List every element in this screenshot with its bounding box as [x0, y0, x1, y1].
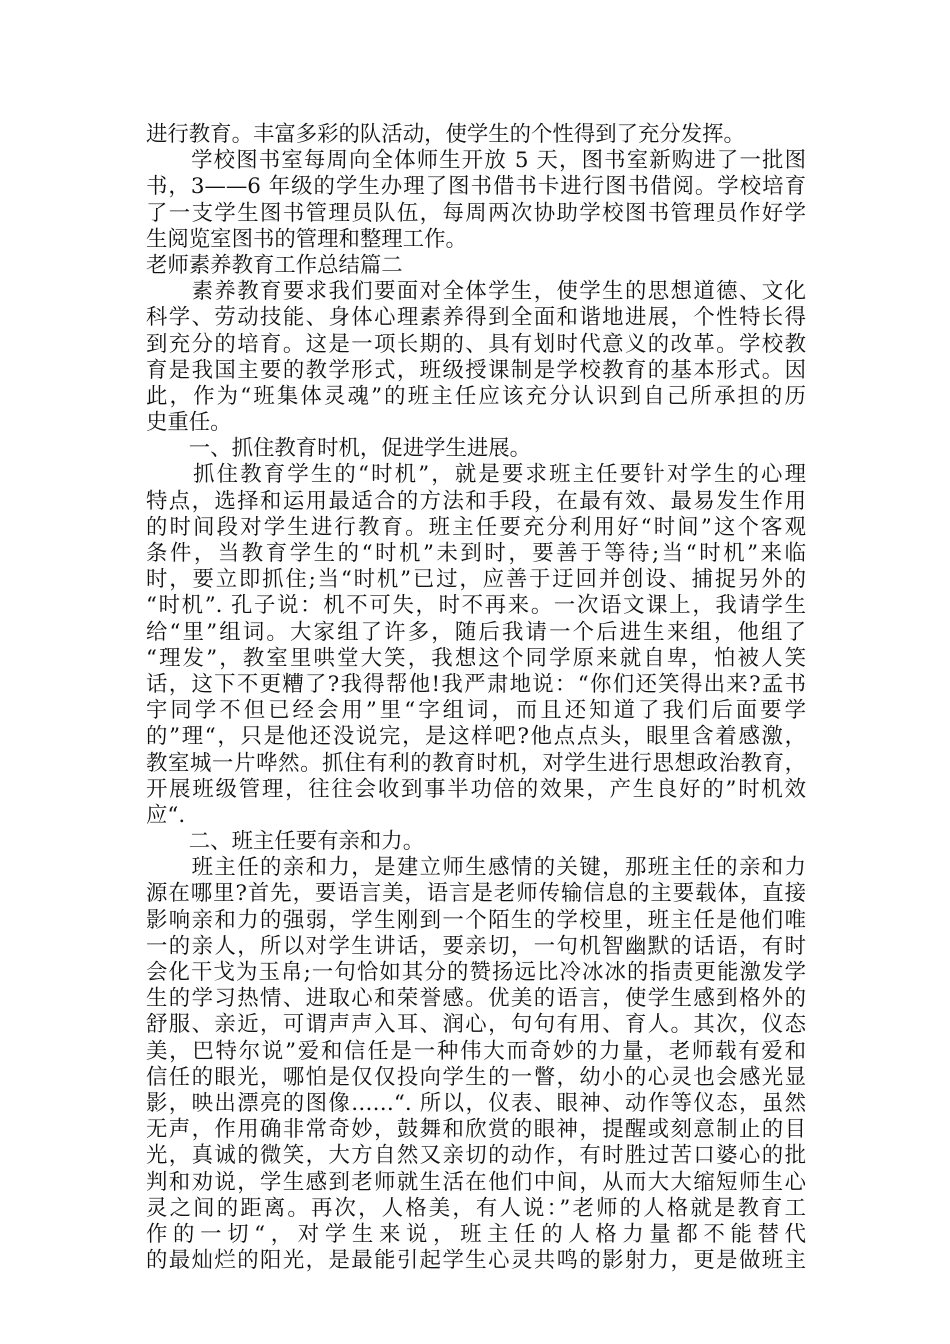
text-line: 进行教育。丰富多彩的队活动，使学生的个性得到了充分发挥。 [146, 122, 745, 147]
text-line: 舒服、亲近，可谓声声入耳、润心，句句有用、育人。其次，仪态 [146, 1012, 806, 1038]
text-line: 美，巴特尔说”爱和信任是一种伟大而奇妙的力量，老师载有爱和 [146, 1038, 806, 1064]
text-line: 源在哪里?首先，要语言美，语言是老师传输信息的主要载体，直接 [146, 881, 806, 907]
text-line: 开展班级管理，往往会收到事半功倍的效果，产生良好的”时机效 [146, 776, 806, 802]
text-line: 光，真诚的微笑，大方自然又亲切的动作，有时胜过苦口婆心的批 [146, 1143, 806, 1169]
text-line: 抓住教育学生的“时机”，就是要求班主任要针对学生的心理 [146, 462, 806, 488]
text-line: 科学、劳动技能、身体心理素养得到全面和谐地进展，个性特长得 [146, 305, 806, 331]
text-line: 时，要立即抓住;当“时机”已过，应善于迂回并创设、捕捉另外的 [146, 567, 806, 593]
text-line: 老师素养教育工作总结篇二 [146, 252, 403, 278]
text-line: 影，映出漂亮的图像……“. 所以，仪表、眼神、动作等仪态，虽然 [146, 1090, 806, 1116]
text-line: 无声，作用确非常奇妙，鼓舞和欣赏的眼神，提醒或刻意制止的目 [146, 1117, 806, 1143]
text-line: 书，3——6 年级的学生办理了图书借书卡进行图书借阅。学校培育 [146, 174, 806, 200]
text-line: 素养教育要求我们要面对全体学生，使学生的思想道德、文化 [146, 279, 806, 305]
text-line: 史重任。 [146, 410, 232, 436]
text-line: 一的亲人，所以对学生讲话，要亲切，一句机智幽默的话语，有时 [146, 933, 806, 959]
document-body [146, 122, 806, 1274]
text-line: 判和劝说，学生感到老师就生活在他们中间，从而大大缩短师生心 [146, 1169, 806, 1195]
text-line: 特点，选择和运用最适合的方法和手段，在最有效、最易发生作用 [146, 488, 806, 514]
text-line: 到充分的培育。这是一项长期的、具有划时代意义的改革。学校教 [146, 331, 806, 357]
text-line: 育是我国主要的教学形式，班级授课制是学校教育的基本形式。因 [146, 357, 806, 383]
text-line: 生的学习热情、进取心和荣誉感。优美的语言，使学生感到格外的 [146, 986, 806, 1012]
text-line: 会化干戈为玉帛;一句恰如其分的赞扬远比冷冰冰的指责更能激发学 [146, 960, 806, 985]
text-line: 条件，当教育学生的“时机”未到时，要善于等待;当“时机”来临 [146, 541, 806, 566]
text-line: 的”理“，只是他还没说完，是这样吧?他点点头，眼里含着感激， [146, 724, 806, 750]
text-line: 应“. [146, 802, 186, 828]
text-line: 信任的眼光，哪怕是仅仅投向学生的一瞥，幼小的心灵也会感光显 [146, 1064, 806, 1090]
text-line: 一、抓住教育时机，促进学生进展。 [146, 436, 532, 462]
text-line: 影响亲和力的强弱，学生刚到一个陌生的学校里，班主任是他们唯 [146, 907, 806, 933]
text-line: “理发”，教室里哄堂大笑，我想这个同学原来就自卑，怕被人笑 [146, 645, 806, 671]
text-line: 此，作为“班集体灵魂”的班主任应该充分认识到自己所承担的历 [146, 383, 806, 409]
text-line: 话，这下不更糟了?我得帮他!我严肃地说：“你们还笑得出来?孟书 [146, 671, 806, 697]
text-line: 了一支学生图书管理员队伍，每周两次协助学校图书管理员作好学 [146, 200, 806, 226]
text-line: 学校图书室每周向全体师生开放 5 天，图书室新购进了一批图 [146, 148, 806, 174]
text-line: 班主任的亲和力，是建立师生感情的关键，那班主任的亲和力 [146, 855, 806, 881]
text-line: 的最灿烂的阳光，是最能引起学生心灵共鸣的影射力，更是做班主 [146, 1248, 806, 1274]
text-line: 教室城一片哗然。抓住有利的教育时机，对学生进行思想政治教育， [146, 750, 806, 776]
text-line: 生阅览室图书的管理和整理工作。 [146, 226, 467, 252]
text-line: 作的一切“，对学生来说，班主任的人格力量都不能替代 [146, 1221, 806, 1247]
text-line: 宇同学不但已经会用”里“字组词，而且还知道了我们后面要学 [146, 698, 806, 724]
text-line: 的时间段对学生进行教育。班主任要充分利用好“时间”这个客观 [146, 514, 806, 540]
text-line: 给“里”组词。大家组了许多，随后我请一个后进生来组，他组了 [146, 619, 806, 645]
text-line: “时机”. 孔子说：机不可失，时不再来。一次语文课上，我请学生 [146, 593, 806, 619]
text-line: 灵之间的距离。再次，人格美，有人说：”老师的人格就是教育工 [146, 1195, 806, 1221]
text-line: 二、班主任要有亲和力。 [146, 829, 425, 855]
